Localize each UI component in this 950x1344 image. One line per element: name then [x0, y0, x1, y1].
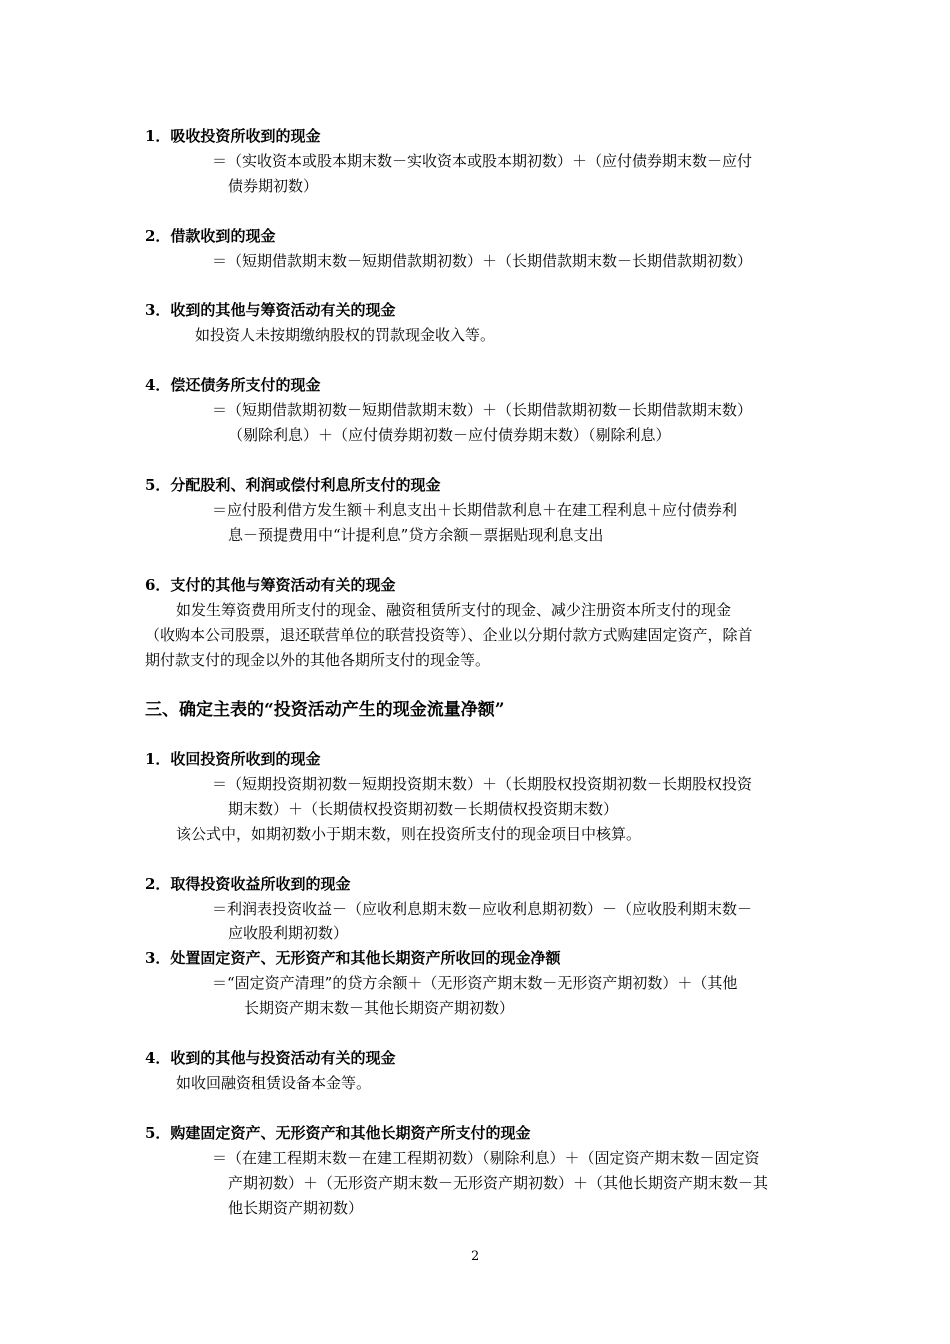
item-heading: 1．吸收投资所收到的现金: [145, 127, 321, 145]
formula-line: ＝（实收资本或股本期末数－实收资本或股本期初数）＋（应付债券期末数－应付: [212, 152, 753, 170]
item-heading: 2．取得投资收益所收到的现金: [145, 875, 351, 893]
note-line: 该公式中，如期初数小于期末数，则在投资所支付的现金项目中核算。: [176, 825, 642, 843]
formula-line: 期末数）＋（长期债权投资期初数－长期债权投资期末数）: [228, 800, 619, 818]
formula-line: ＝（短期投资期初数－短期投资期末数）＋（长期股权投资期初数－长期股权投资: [212, 775, 753, 793]
formula-line: ＝（短期借款期初数－短期借款期末数）＋（长期借款期初数－长期借款期末数）: [212, 401, 753, 419]
formula-line: 他长期资产期初数）: [228, 1199, 364, 1217]
formula-line: ＝（在建工程期末数－在建工程期初数）（剔除利息）＋（固定资产期末数－固定资: [212, 1149, 760, 1167]
item-heading: 6．支付的其他与筹资活动有关的现金: [145, 576, 396, 594]
formula-line: 产期初数）＋（无形资产期末数－无形资产期初数）＋（其他长期资产期末数－其: [228, 1174, 769, 1192]
formula-line: ＝利润表投资收益－（应收利息期末数－应收利息期初数）－（应收股利期末数－: [212, 900, 753, 918]
item-heading: 5．分配股利、利润或偿付利息所支付的现金: [145, 476, 441, 494]
note-line: 如收回融资租赁设备本金等。: [176, 1074, 372, 1092]
paragraph-line: 期付款支付的现金以外的其他各期所支付的现金等。: [145, 651, 491, 669]
item-heading: 5．购建固定资产、无形资产和其他长期资产所支付的现金: [145, 1124, 531, 1142]
formula-line: ＝应付股利借方发生额＋利息支出＋长期借款利息＋在建工程利息＋应付债券利: [212, 501, 738, 519]
note-line: 如投资人未按期缴纳股权的罚款现金收入等。: [195, 326, 496, 344]
item-heading: 1．收回投资所收到的现金: [145, 750, 321, 768]
formula-line: 长期资产期末数－其他长期资产期初数）: [244, 999, 515, 1017]
formula-line: 应收股利期初数）: [228, 924, 349, 942]
item-heading: 3．处置固定资产、无形资产和其他长期资产所收回的现金净额: [145, 949, 561, 967]
item-heading: 3．收到的其他与筹资活动有关的现金: [145, 301, 396, 319]
formula-line: ＝“固定资产清理”的贷方余额＋（无形资产期末数－无形资产期初数）＋（其他: [212, 974, 738, 992]
paragraph-line: （收购本公司股票，退还联营单位的联营投资等）、企业以分期付款方式购建固定资产，除首: [145, 626, 753, 644]
section-heading: 三、确定主表的“投资活动产生的现金流量净额”: [145, 700, 505, 720]
item-heading: 2．借款收到的现金: [145, 227, 276, 245]
paragraph-line: 如发生筹资费用所支付的现金、融资租赁所支付的现金、减少注册资本所支付的现金: [176, 601, 732, 619]
item-heading: 4．偿还债务所支付的现金: [145, 376, 321, 394]
formula-line: 息－预提费用中“计提利息”贷方余额－票据贴现利息支出: [228, 526, 604, 544]
page-number: 2: [471, 1249, 480, 1264]
formula-line: 债券期初数）: [228, 177, 319, 195]
item-heading: 4．收到的其他与投资活动有关的现金: [145, 1049, 396, 1067]
formula-line: ＝（短期借款期末数－短期借款期初数）＋（长期借款期末数－长期借款期初数）: [212, 252, 753, 270]
formula-line: （剔除利息）＋（应付债券期初数－应付债券期末数）（剔除利息）: [228, 426, 671, 444]
